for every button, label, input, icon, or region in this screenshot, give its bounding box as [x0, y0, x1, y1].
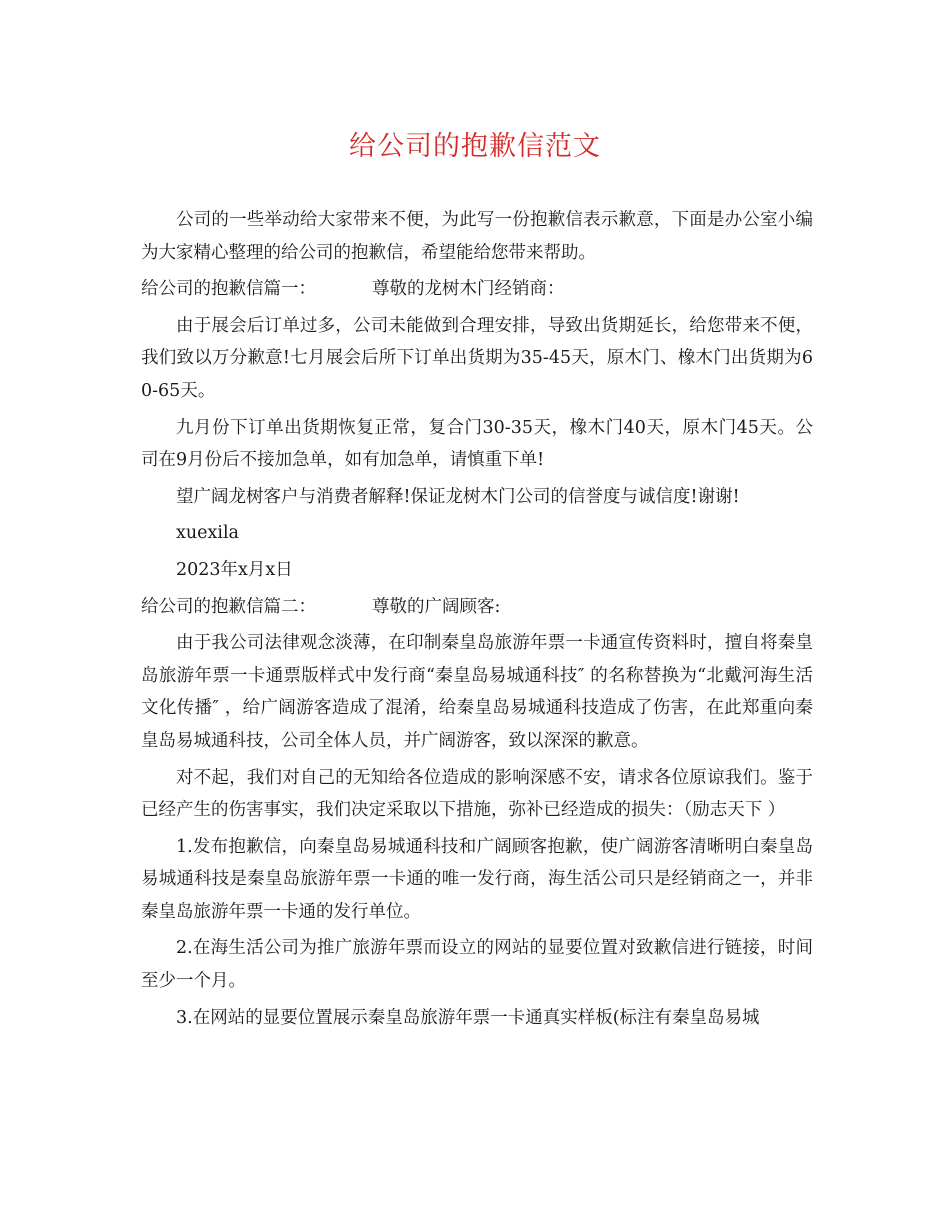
letter1-heading-line — [141, 273, 813, 306]
document-body — [141, 204, 813, 1038]
intro-paragraph: 公司的一些举动给大家带来不便，为此写一份抱歉信表示歉意，下面是办公室小编为大家精心整理的给公司的抱歉信，希望能给您带来帮助。 — [141, 210, 813, 263]
letter1-signature: xuexila — [176, 523, 239, 544]
letter2-item-3: 3.在网站的显要位置展示秦皇岛旅游年票一卡通真实样板(标注有秦皇岛易城 — [176, 1007, 760, 1028]
letter1-salutation: 尊敬的龙树木门经销商： — [372, 279, 565, 300]
letter2-heading: 给公司的抱歉信篇二： — [141, 596, 316, 617]
letter2-item-2: 2.在海生活公司为推广旅游年票而设立的网站的显要位置对致歉信进行链接，时间至少一个月。 — [141, 938, 813, 992]
letter1-paragraph-3: 望广阔龙树客户与消费者解释!保证龙树木门公司的信誉度与诚信度!谢谢! — [176, 486, 740, 507]
letter2-salutation: 尊敬的广阔顾客: — [372, 596, 501, 617]
letter1-heading: 给公司的抱歉信篇一： — [141, 279, 316, 300]
letter1-paragraph-2: 九月份下订单出货期恢复正常，复合门30-35天，橡木门40天，原木门45天。公司在9月份后不接加急单，如有加急单，请慎重下单! — [141, 417, 813, 471]
letter2-paragraph-1: 由于我公司法律观念淡薄，在印制秦皇岛旅游年票一卡通宣传资料时，擅自将秦皇岛旅游年票一卡通票版样式中发行商“秦皇岛易城通科技″ 的名称替换为“北戴河海生活文化传播″ ，给广阔游客造成了混淆，给秦皇岛易城通科技造成了伤害，在此郑重向秦皇岛易城通科技，公司全体人员，并广阔游客，致以深深的歉意。 — [141, 633, 813, 751]
letter1-date: 2023年x月x日 — [176, 559, 293, 580]
letter2-heading-line — [141, 591, 813, 624]
letter1-paragraph-1: 由于展会后订单过多，公司未能做到合理安排，导致出货期延长，给您带来不便，我们致以万分歉意!七月展会后所下订单出货期为35-45天，原木门、橡木门出货期为60-65天。 — [141, 315, 813, 401]
letter2-paragraph-2: 对不起，我们对自己的无知给各位造成的影响深感不安，请求各位原谅我们。鉴于已经产生的伤害事实，我们决定采取以下措施，弥补已经造成的损失：（励志天下 ） — [141, 767, 813, 821]
document-title: 给公司的抱歉信范文 — [349, 131, 601, 162]
letter2-item-1: 1.发布抱歉信，向秦皇岛易城通科技和广阔顾客抱歉，使广阔游客清晰明白秦皇岛易城通科技是秦皇岛旅游年票一卡通的唯一发行商，海生活公司只是经销商之一，并非秦皇岛旅游年票一卡通的发行单位。 — [141, 836, 813, 922]
